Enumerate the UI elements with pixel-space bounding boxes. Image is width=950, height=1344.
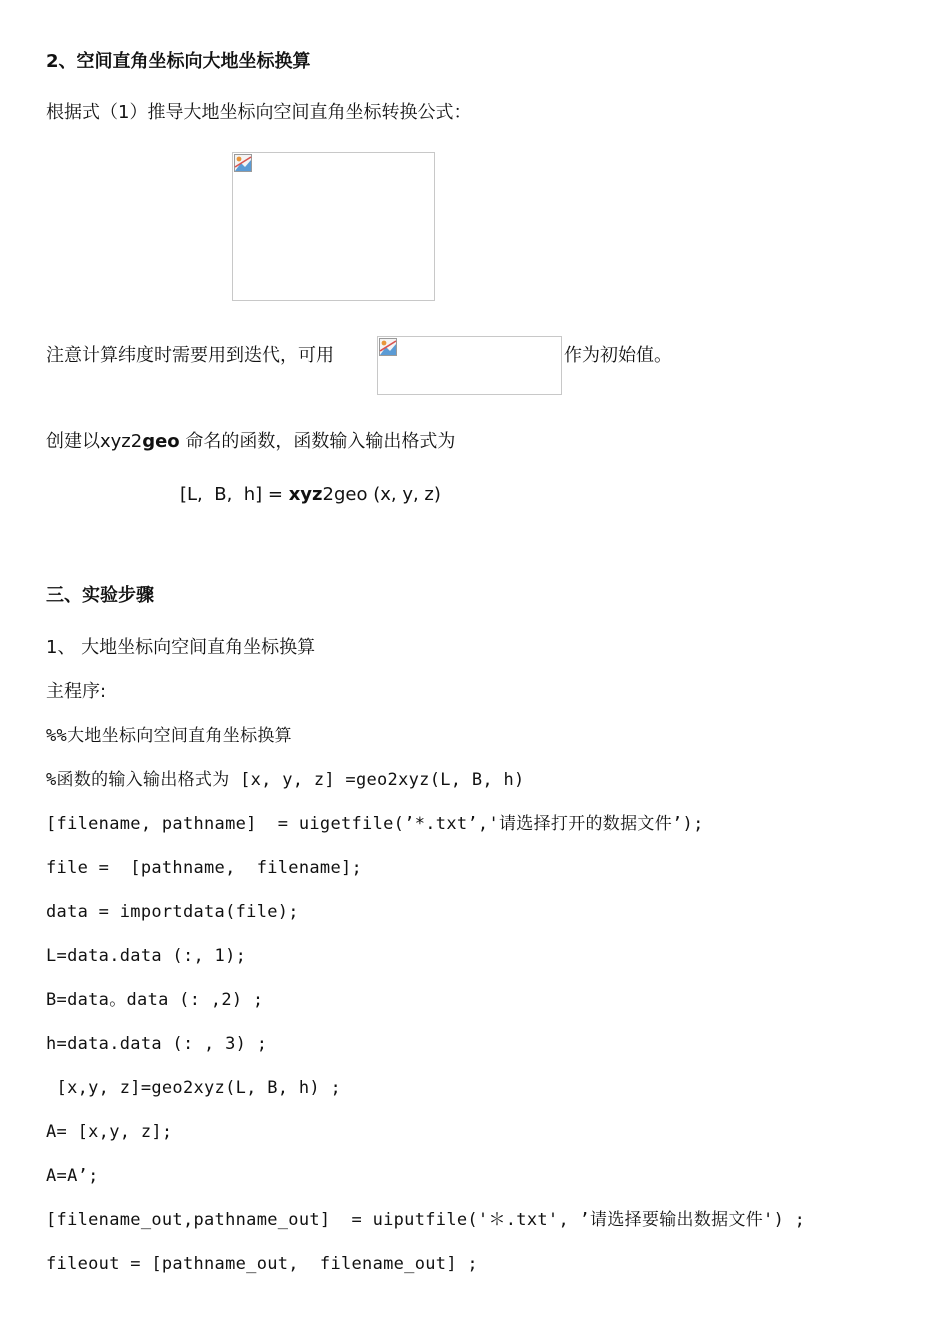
- function-signature: [180, 483, 441, 507]
- formula-image: [232, 152, 435, 301]
- broken-image-icon: [379, 338, 397, 356]
- code-line: data = importdata(file);: [46, 902, 299, 922]
- code-line: [x,y, z]=geo2xyz(L, B, h) ;: [46, 1078, 341, 1098]
- create-function-text: [46, 430, 455, 454]
- code-line: [filename, pathname] = uigetfile(’*.txt’,'请选择打开的数据文件’);: [46, 814, 704, 834]
- section-heading-steps: 三、实验步骤: [46, 585, 154, 606]
- code-line: %%大地坐标向空间直角坐标换算: [46, 726, 292, 746]
- iteration-note: [46, 336, 906, 396]
- create-bold: geo: [142, 431, 180, 452]
- note-text-after: 作为初始值。: [564, 345, 672, 366]
- code-line: L=data.data (:, 1);: [46, 946, 247, 966]
- create-suffix: 命名的函数，函数输入输出格式为: [179, 431, 456, 452]
- code-line: fileout = [pathname_out, filename_out] ;: [46, 1254, 478, 1274]
- initial-value-image: [377, 336, 562, 395]
- main-program-label: 主程序:: [46, 681, 107, 702]
- code-line: file = [pathname, filename];: [46, 858, 363, 878]
- intro-paragraph: 根据式（1）推导大地坐标向空间直角坐标转换公式：: [46, 102, 472, 123]
- section-heading: 2、空间直角坐标向大地坐标换算: [46, 51, 311, 72]
- signature-prefix: [L, B, h] =: [180, 484, 289, 505]
- step-1-title: 1、 大地坐标向空间直角坐标换算: [46, 637, 316, 658]
- code-line: %函数的输入输出格式为 [x, y, z] =geo2xyz(L, B, h): [46, 770, 525, 790]
- code-line: A=A’;: [46, 1166, 99, 1186]
- signature-suffix: 2geo (x, y, z): [322, 484, 441, 505]
- code-line: [filename_out,pathname_out] = uiputfile('＊.txt', ’请选择要输出数据文件') ;: [46, 1210, 806, 1230]
- code-line: A= [x,y, z];: [46, 1122, 173, 1142]
- signature-bold: xyz: [288, 484, 323, 505]
- note-text-before: 注意计算纬度时需要用到迭代，可用: [46, 345, 334, 366]
- code-line: B=data。data (: ,2) ;: [46, 990, 264, 1010]
- code-line: h=data.data (: , 3) ;: [46, 1034, 268, 1054]
- broken-image-icon: [234, 154, 252, 172]
- create-prefix: 创建以xyz2: [46, 431, 143, 452]
